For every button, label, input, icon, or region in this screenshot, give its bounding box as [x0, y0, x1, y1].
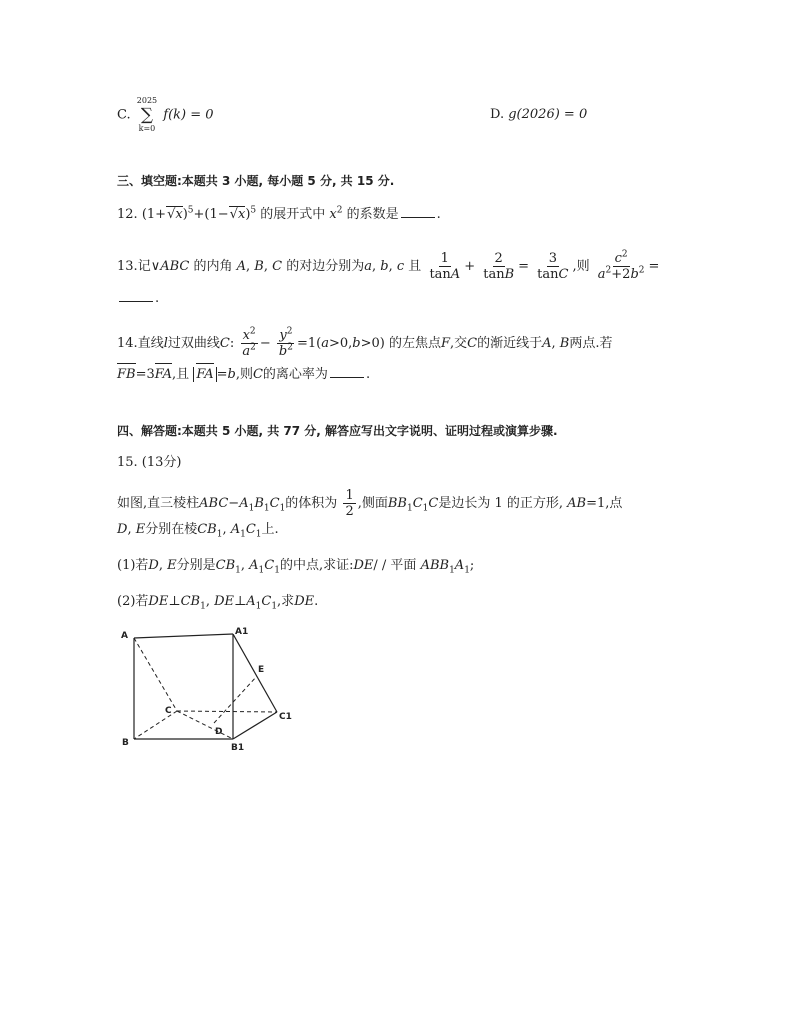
section-3-heading: 三、填空题:本题共 3 小题, 每小题 5 分, 共 15 分.	[117, 174, 395, 188]
edge-A1-C1	[233, 634, 277, 712]
question-14: 14.直线l过双曲线C: $\frac{x^2}{a^2}$ − $\frac{y^2}{b^2}$ =1(a>0,b>0) 的左焦点F,交C的渐近线于A, B两点.若	[117, 326, 613, 359]
answer-blank-14	[330, 377, 364, 378]
label-C: C	[165, 706, 172, 716]
section-4-heading: 四、解答题:本题共 5 小题, 共 77 分, 解答应写出文字说明、证明过程或演算步骤.	[117, 424, 558, 438]
question-12: 12. $(1+√x)^5+(1-√x)^5$ 的展开式中 $x^2$ 的系数是 .	[117, 205, 441, 222]
question-15-part-2: (2)若$DE\perp CB_1$, $DE\perp A_1C_1$,求DE.	[117, 594, 319, 612]
question-15-stem-2: D, E分别在棱$CB_1$, $A_1C_1$上.	[117, 522, 279, 540]
edge-C-B1	[177, 711, 233, 739]
answer-blank-13	[119, 301, 153, 302]
segment-D-E	[214, 676, 257, 723]
label-E: E	[258, 665, 265, 675]
question-15-part-1: (1)若D, E分别是$CB_1$, $A_1C_1$的中点,求证:DE/ / 平面 $ABB_1A_1$;	[117, 558, 475, 576]
question-14-line-2: FB=3FA,且 FA =b,则C的离心率为 .	[117, 367, 371, 382]
question-15-stem: 如图,直三棱柱$ABC-A_1B_1C_1$的体积为 $\frac{1}{2}$ ,侧面$BB_1C_1C$是边长为 1 的正方形, AB=1,点	[117, 488, 623, 519]
summation: 2025 ∑ k=0	[136, 96, 158, 133]
answer-blank-12	[401, 217, 435, 218]
option-d: D. g(2026) = 0	[490, 107, 588, 122]
option-c: C. 2025 ∑ k=0 f(k) = 0	[117, 96, 214, 133]
edge-B1-C1	[233, 712, 277, 739]
label-D: D	[215, 727, 223, 737]
label-B1: B1	[231, 743, 245, 753]
label-A: A	[121, 631, 128, 641]
question-13-blank-line: .	[117, 290, 159, 308]
edge-A-C	[134, 638, 177, 711]
question-15-number: 15. (13分)	[117, 455, 182, 470]
edge-C-C1	[177, 711, 277, 712]
label-C1: C1	[279, 712, 292, 722]
question-13: 13.记∨ABC 的内角 A, B, C 的对边分别为a, b, c 且 $\frac{1}{\tan A}$ + $\frac{2}{\tan B}$ = $\frac{3}{\tan C}$ ,则 $\frac{c^2}{a^2+2b^2}$ =	[117, 249, 660, 282]
label-B: B	[122, 738, 129, 748]
prism-figure	[117, 626, 293, 758]
label-A1: A1	[235, 627, 249, 637]
edge-A-A1	[134, 634, 233, 638]
